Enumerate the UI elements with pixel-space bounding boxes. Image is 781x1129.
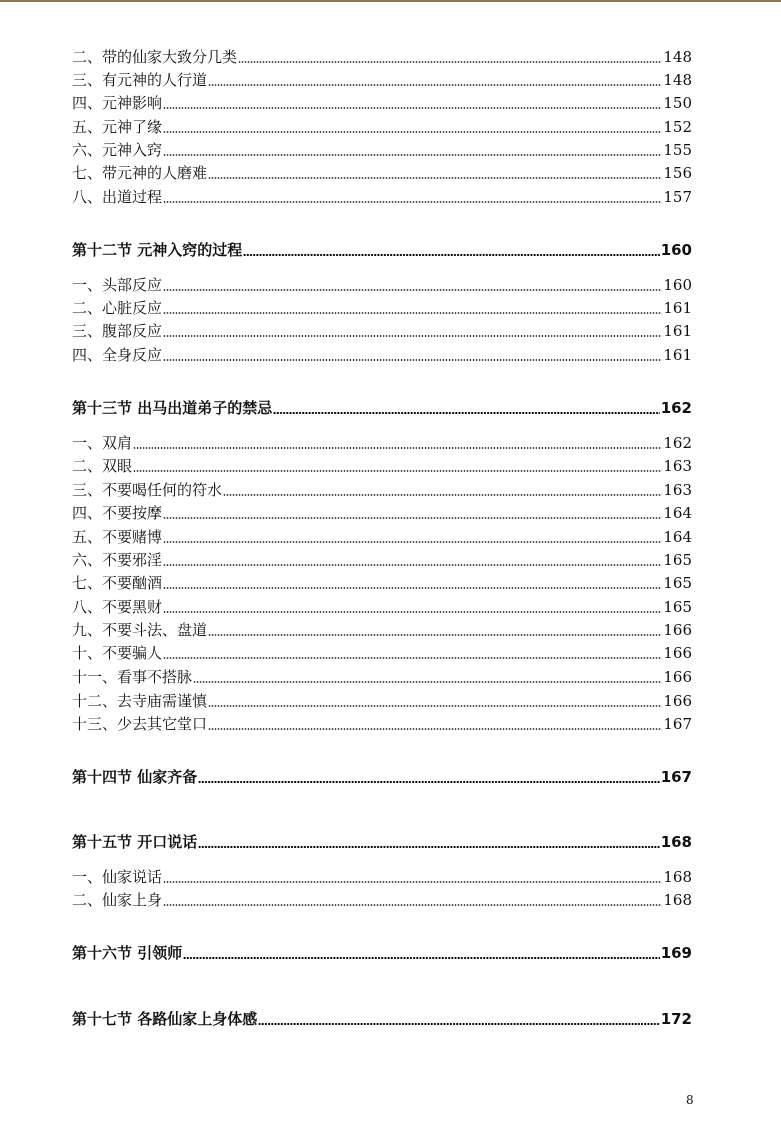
dot-leader xyxy=(133,470,662,472)
toc-entry-page: 148 xyxy=(663,48,692,66)
toc-subsection-entry[interactable] xyxy=(72,617,692,639)
toc-entry-page: 157 xyxy=(663,188,692,206)
toc-entry-title: 一、仙家说话 xyxy=(72,868,163,886)
dot-leader xyxy=(163,904,662,906)
toc-entry-title: 十一、看事不搭脉 xyxy=(72,668,193,686)
page-number: 8 xyxy=(686,1093,694,1107)
toc-subsection-entry[interactable] xyxy=(72,430,692,452)
toc-entry-title: 四、不要按摩 xyxy=(72,504,163,522)
dot-leader xyxy=(208,177,662,179)
dot-leader xyxy=(163,657,662,659)
dot-leader xyxy=(243,254,659,256)
toc-subsection-entry[interactable] xyxy=(72,477,692,499)
toc-entry-title: 第十七节 各路仙家上身体感 xyxy=(72,1010,258,1028)
toc-entry-title: 五、不要赌博 xyxy=(72,528,163,546)
toc-section-entry[interactable] xyxy=(72,395,692,417)
toc-entry-title: 二、双眼 xyxy=(72,457,133,475)
toc-entry-page: 164 xyxy=(663,504,692,522)
toc-entry-page: 155 xyxy=(663,141,692,159)
toc-subsection-entry[interactable] xyxy=(72,864,692,886)
toc-entry-title: 二、心脏反应 xyxy=(72,299,163,317)
toc-entry-title: 八、出道过程 xyxy=(72,188,163,206)
dot-leader xyxy=(208,705,662,707)
dot-leader xyxy=(163,289,662,291)
dot-leader xyxy=(163,541,662,543)
toc-entry-page: 168 xyxy=(663,868,692,886)
toc-entry-page: 161 xyxy=(663,322,692,340)
toc-subsection-entry[interactable] xyxy=(72,184,692,206)
toc-entry-page: 172 xyxy=(660,1010,692,1028)
dot-leader xyxy=(198,846,659,848)
toc-entry-title: 十、不要骗人 xyxy=(72,644,163,662)
toc-entry-page: 160 xyxy=(663,276,692,294)
dot-leader xyxy=(163,359,662,361)
toc-entry-title: 三、腹部反应 xyxy=(72,322,163,340)
toc-section-entry[interactable] xyxy=(72,764,692,786)
toc-subsection-entry[interactable] xyxy=(72,594,692,616)
toc-section-entry[interactable] xyxy=(72,237,692,259)
toc-entry-title: 二、带的仙家大致分几类 xyxy=(72,48,238,66)
toc-subsection-entry[interactable] xyxy=(72,688,692,710)
toc-entry-title: 八、不要黑财 xyxy=(72,598,163,616)
dot-leader xyxy=(163,881,662,883)
toc-entry-title: 九、不要斗法、盘道 xyxy=(72,621,208,639)
toc-entry-page: 150 xyxy=(663,94,692,112)
toc-entry-page: 165 xyxy=(663,551,692,569)
toc-entry-title: 六、不要邪淫 xyxy=(72,551,163,569)
toc-entry-title: 第十五节 开口说话 xyxy=(72,833,198,851)
toc-entry-title: 第十三节 出马出道弟子的禁忌 xyxy=(72,399,273,417)
dot-leader xyxy=(208,634,662,636)
dot-leader xyxy=(163,131,662,133)
toc-entry-page: 168 xyxy=(663,891,692,909)
dot-leader xyxy=(258,1023,659,1025)
dot-leader xyxy=(163,564,662,566)
toc-section-entry[interactable] xyxy=(72,940,692,962)
toc-entry-title: 第十六节 引领师 xyxy=(72,944,183,962)
toc-subsection-entry[interactable] xyxy=(72,114,692,136)
toc-subsection-entry[interactable] xyxy=(72,500,692,522)
toc-subsection-entry[interactable] xyxy=(72,453,692,475)
toc-subsection-entry[interactable] xyxy=(72,90,692,112)
toc-entry-page: 163 xyxy=(663,481,692,499)
toc-subsection-entry[interactable] xyxy=(72,67,692,89)
toc-entry-title: 四、元神影响 xyxy=(72,94,163,112)
toc-entry-page: 152 xyxy=(663,118,692,136)
dot-leader xyxy=(198,781,659,783)
dot-leader xyxy=(163,154,662,156)
toc-entry-page: 169 xyxy=(660,944,692,962)
toc-entry-page: 167 xyxy=(663,715,692,733)
toc-section-entry[interactable] xyxy=(72,829,692,851)
toc-entry-title: 四、全身反应 xyxy=(72,346,163,364)
dot-leader xyxy=(163,611,662,613)
dot-leader xyxy=(238,61,662,63)
toc-entry-page: 148 xyxy=(663,71,692,89)
toc-subsection-entry[interactable] xyxy=(72,711,692,733)
toc-subsection-entry[interactable] xyxy=(72,570,692,592)
toc-entry-page: 167 xyxy=(660,768,692,786)
toc-subsection-entry[interactable] xyxy=(72,524,692,546)
toc-subsection-entry[interactable] xyxy=(72,342,692,364)
dot-leader xyxy=(273,412,659,414)
dot-leader xyxy=(208,728,662,730)
toc-subsection-entry[interactable] xyxy=(72,272,692,294)
toc-subsection-entry[interactable] xyxy=(72,295,692,317)
dot-leader xyxy=(193,681,662,683)
toc-entry-title: 三、不要喝任何的符水 xyxy=(72,481,223,499)
toc-entry-page: 166 xyxy=(663,621,692,639)
toc-entry-page: 156 xyxy=(663,164,692,182)
dot-leader xyxy=(163,517,662,519)
toc-entry-page: 168 xyxy=(660,833,692,851)
dot-leader xyxy=(183,957,659,959)
toc-entry-title: 十二、去寺庙需谨慎 xyxy=(72,692,208,710)
toc-entry-page: 165 xyxy=(663,574,692,592)
toc-entry-title: 第十四节 仙家齐备 xyxy=(72,768,198,786)
toc-entry-title: 五、元神了缘 xyxy=(72,118,163,136)
toc-subsection-entry[interactable] xyxy=(72,640,692,662)
dot-leader xyxy=(163,312,662,314)
toc-subsection-entry[interactable] xyxy=(72,318,692,340)
toc-entry-page: 161 xyxy=(663,299,692,317)
dot-leader xyxy=(163,201,662,203)
toc-entry-title: 二、仙家上身 xyxy=(72,891,163,909)
toc-entry-title: 七、带元神的人磨难 xyxy=(72,164,208,182)
toc-entry-page: 165 xyxy=(663,598,692,616)
toc-entry-page: 166 xyxy=(663,692,692,710)
toc-entry-page: 164 xyxy=(663,528,692,546)
toc-entry-page: 162 xyxy=(663,434,692,452)
top-rule xyxy=(0,0,781,2)
dot-leader xyxy=(163,107,662,109)
toc-entry-page: 166 xyxy=(663,644,692,662)
toc-subsection-entry[interactable] xyxy=(72,160,692,182)
dot-leader xyxy=(163,587,662,589)
toc-subsection-entry[interactable] xyxy=(72,887,692,909)
toc-entry-page: 162 xyxy=(660,399,692,417)
toc-entry-page: 160 xyxy=(660,241,692,259)
dot-leader xyxy=(133,447,662,449)
toc-entry-page: 166 xyxy=(663,668,692,686)
toc-entry-title: 七、不要酗酒 xyxy=(72,574,163,592)
toc-entry-title: 十三、少去其它堂口 xyxy=(72,715,208,733)
toc-section-entry[interactable] xyxy=(72,1006,692,1028)
toc-subsection-entry[interactable] xyxy=(72,44,692,66)
toc-entry-page: 163 xyxy=(663,457,692,475)
dot-leader xyxy=(208,84,662,86)
toc-entry-title: 一、头部反应 xyxy=(72,276,163,294)
dot-leader xyxy=(163,335,662,337)
dot-leader xyxy=(223,494,662,496)
toc-subsection-entry[interactable] xyxy=(72,547,692,569)
toc-entry-page: 161 xyxy=(663,346,692,364)
toc-subsection-entry[interactable] xyxy=(72,137,692,159)
toc-entry-title: 一、双肩 xyxy=(72,434,133,452)
toc-subsection-entry[interactable] xyxy=(72,664,692,686)
toc-entry-title: 第十二节 元神入窍的过程 xyxy=(72,241,243,259)
toc-entry-title: 三、有元神的人行道 xyxy=(72,71,208,89)
toc-entry-title: 六、元神入窍 xyxy=(72,141,163,159)
